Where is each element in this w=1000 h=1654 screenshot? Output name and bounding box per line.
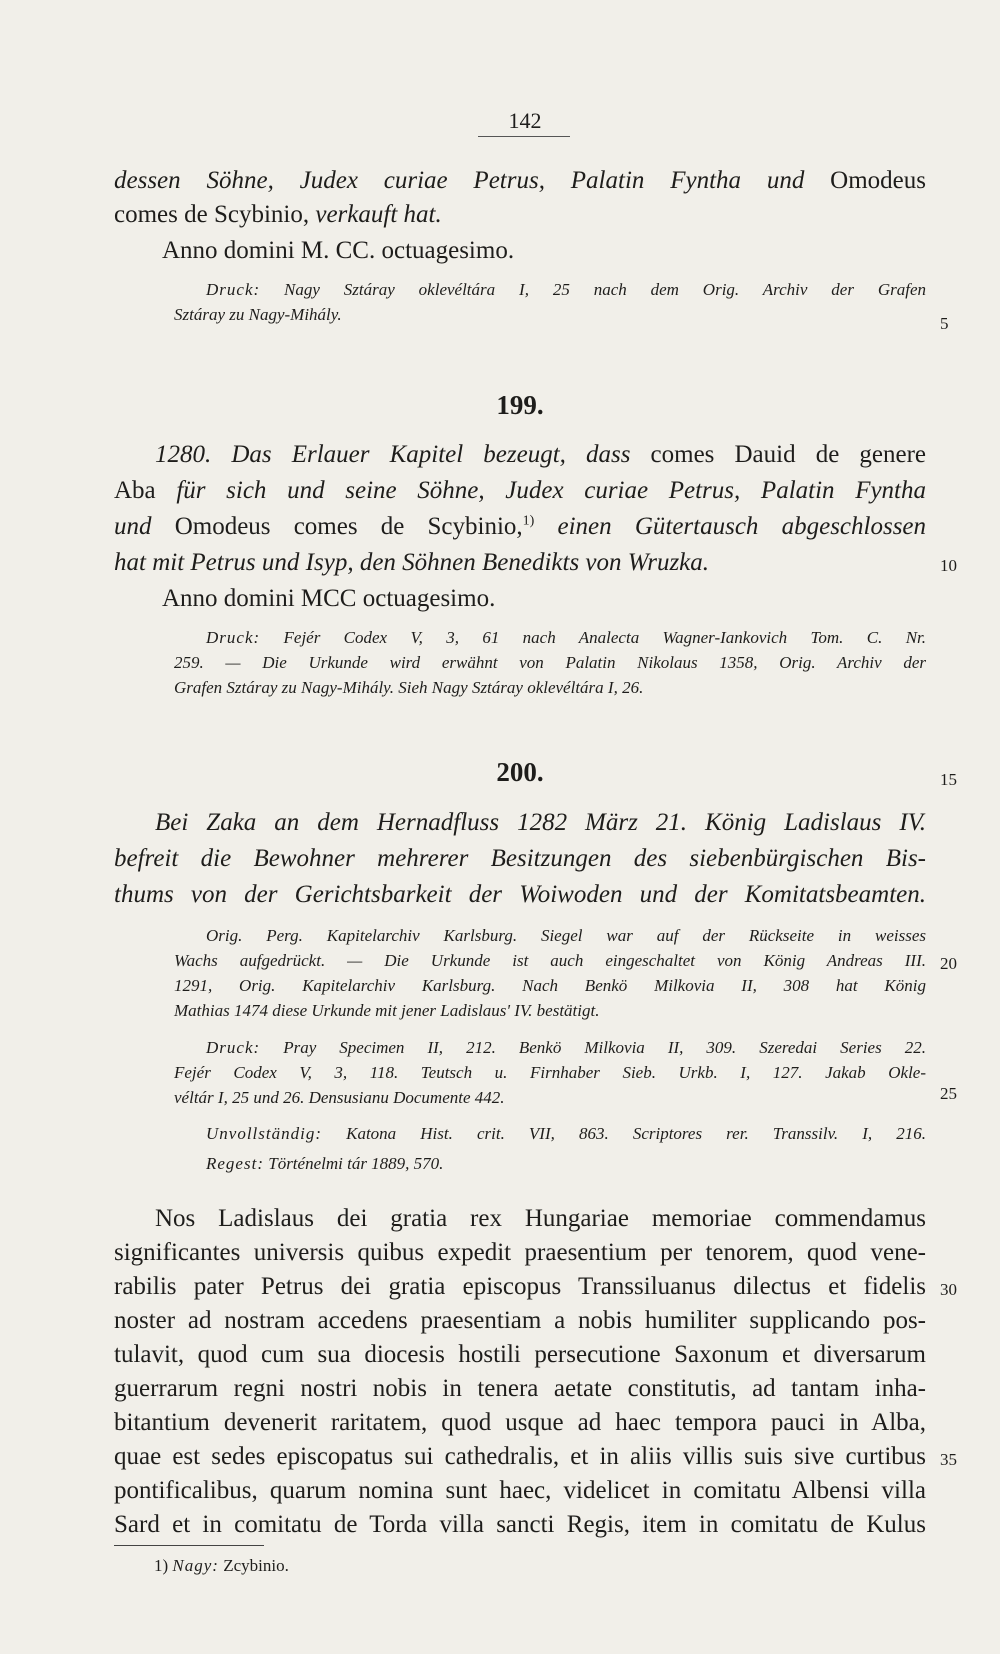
charter-line-9: pontificalibus, quarum nomina sunt haec, videlicet in comitatu Albensi villa (114, 1477, 926, 1504)
entry-198-line-2: comes de Scybinio, verkauft hat. (114, 201, 442, 228)
entry-200-orig-line-4: Mathias 1474 diese Urkunde mit jener Ladislaus' IV. bestätigt. (174, 1001, 600, 1020)
entry-198-date: Anno domini M. CC. octuagesimo. (162, 237, 515, 264)
entry-200-orig-line-2: Wachs aufgedrückt. — Die Urkunde ist auch eingeschaltet von König Andreas III. (174, 951, 926, 970)
entry-199-date: Anno domini MCC octuagesimo. (162, 585, 496, 612)
entry-199-druck-line-1: Druck: Fejér Codex V, 3, 61 nach Analecta Wagner-Iankovich Tom. C. Nr. (206, 628, 927, 647)
entry-200-heading-line-3: thums von der Gerichtsbarkeit der Woiwoden und der Komitatsbeamten. (114, 881, 926, 908)
footnote-mark: 1) (154, 1556, 169, 1575)
entry-198-druck-line-2: Sztáray zu Nagy-Mihály. (174, 305, 342, 324)
line-number-15: 15 (940, 770, 957, 789)
entry-199-line-3: und Omodeus comes de Scybinio,$^{1)}$ einen Gütertausch abgeschlossen (114, 513, 927, 540)
entry-199-line-4: hat mit Petrus und Isyp, den Söhnen Benedikts von Wruzka. (114, 549, 710, 576)
page-number-rule (478, 136, 570, 137)
entry-200-orig-line-1: Orig. Perg. Kapitelarchiv Karlsburg. Siegel war auf der Rückseite in weisses (206, 926, 926, 945)
entry-200-number: 200. (496, 757, 544, 787)
footnote (154, 1556, 289, 1576)
page-number: 142 (508, 108, 542, 133)
charter-line-1: Nos Ladislaus dei gratia rex Hungariae memoriae commendamus (155, 1205, 926, 1232)
entry-200-orig-line-3: 1291, Orig. Kapitelarchiv Karlsburg. Nach Benkö Milkovia II, 308 hat König (174, 976, 926, 995)
line-number-30: 30 (940, 1280, 957, 1299)
line-number-10: 10 (940, 556, 957, 575)
entry-200-unvollstaendig: Unvollständig: Katona Hist. crit. VII, 863. Scriptores rer. Transsilv. I, 216. (206, 1124, 926, 1143)
entry-200-regest: Regest: Történelmi tár 1889, 570. (206, 1154, 444, 1173)
entry-199-line-2: Aba für sich und seine Söhne, Judex curiae Petrus, Palatin Fyntha (114, 477, 927, 504)
line-number-5: 5 (940, 314, 949, 333)
entry-200-druck-line-2: Fejér Codex V, 3, 118. Teutsch u. Firnhaber Sieb. Urkb. I, 127. Jakab Okle- (174, 1063, 926, 1082)
charter-line-3: rabilis pater Petrus dei gratia episcopus Transsiluanus dilectus et fidelis (114, 1273, 926, 1300)
entry-199-druck-line-3: Grafen Sztáray zu Nagy-Mihály. Sieh Nagy Sztáray oklevéltára I, 26. (174, 678, 644, 697)
line-number-35: 35 (940, 1450, 957, 1469)
charter-line-8: quae est sedes episcopatus sui cathedralis, et in aliis villis suis sive curtibus (114, 1443, 926, 1470)
footnote-rule (114, 1545, 264, 1546)
entry-199-druck-line-2: 259. — Die Urkunde wird erwähnt von Palatin Nikolaus 1358, Orig. Archiv der (174, 653, 926, 672)
entry-200-heading-line-1: Bei Zaka an dem Hernadfluss 1282 März 21. König Ladislaus IV. (155, 809, 926, 836)
charter-line-2: significantes universis quibus expedit praesentium per tenorem, quod vene- (114, 1239, 926, 1266)
charter-line-7: bitantium devenerit raritatem, quod usque ad haec tempora pauci in Alba, (114, 1409, 926, 1436)
entry-200-heading-line-2: befreit die Bewohner mehrerer Besitzungen des siebenbürgischen Bis- (114, 845, 926, 872)
footnote-label: Nagy: (172, 1556, 219, 1575)
entry-199-line-1: 1280. Das Erlauer Kapitel bezeugt, dass comes Dauid de genere (155, 441, 926, 468)
charter-line-4: noster ad nostram accedens praesentiam a nobis humiliter supplicando pos- (114, 1307, 926, 1334)
line-number-20: 20 (940, 954, 957, 973)
charter-line-10: Sard et in comitatu de Torda villa sancti Regis, item in comitatu de Kulus (114, 1511, 926, 1538)
charter-line-6: guerrarum regni nostri nobis in tenera aetate constitutis, ad tantam inha- (114, 1375, 926, 1402)
entry-200-druck-line-3: véltár I, 25 und 26. Densusianu Documente 442. (174, 1088, 505, 1107)
entry-198-line-1: dessen Söhne, Judex curiae Petrus, Palatin Fyntha und Omodeus (114, 167, 926, 194)
charter-line-5: tulavit, quod cum sua diocesis hostili persecutione Saxonum et diversarum (114, 1341, 926, 1368)
entry-198-druck-line-1: Druck: Nagy Sztáray oklevéltára I, 25 nach dem Orig. Archiv der Grafen (206, 280, 927, 299)
footnote-text: Zcybinio. (223, 1556, 289, 1575)
entry-200-druck-line-1: Druck: Pray Specimen II, 212. Benkö Milkovia II, 309. Szeredai Series 22. (206, 1038, 927, 1057)
entry-199-number: 199. (496, 390, 544, 420)
line-number-25: 25 (940, 1084, 957, 1103)
